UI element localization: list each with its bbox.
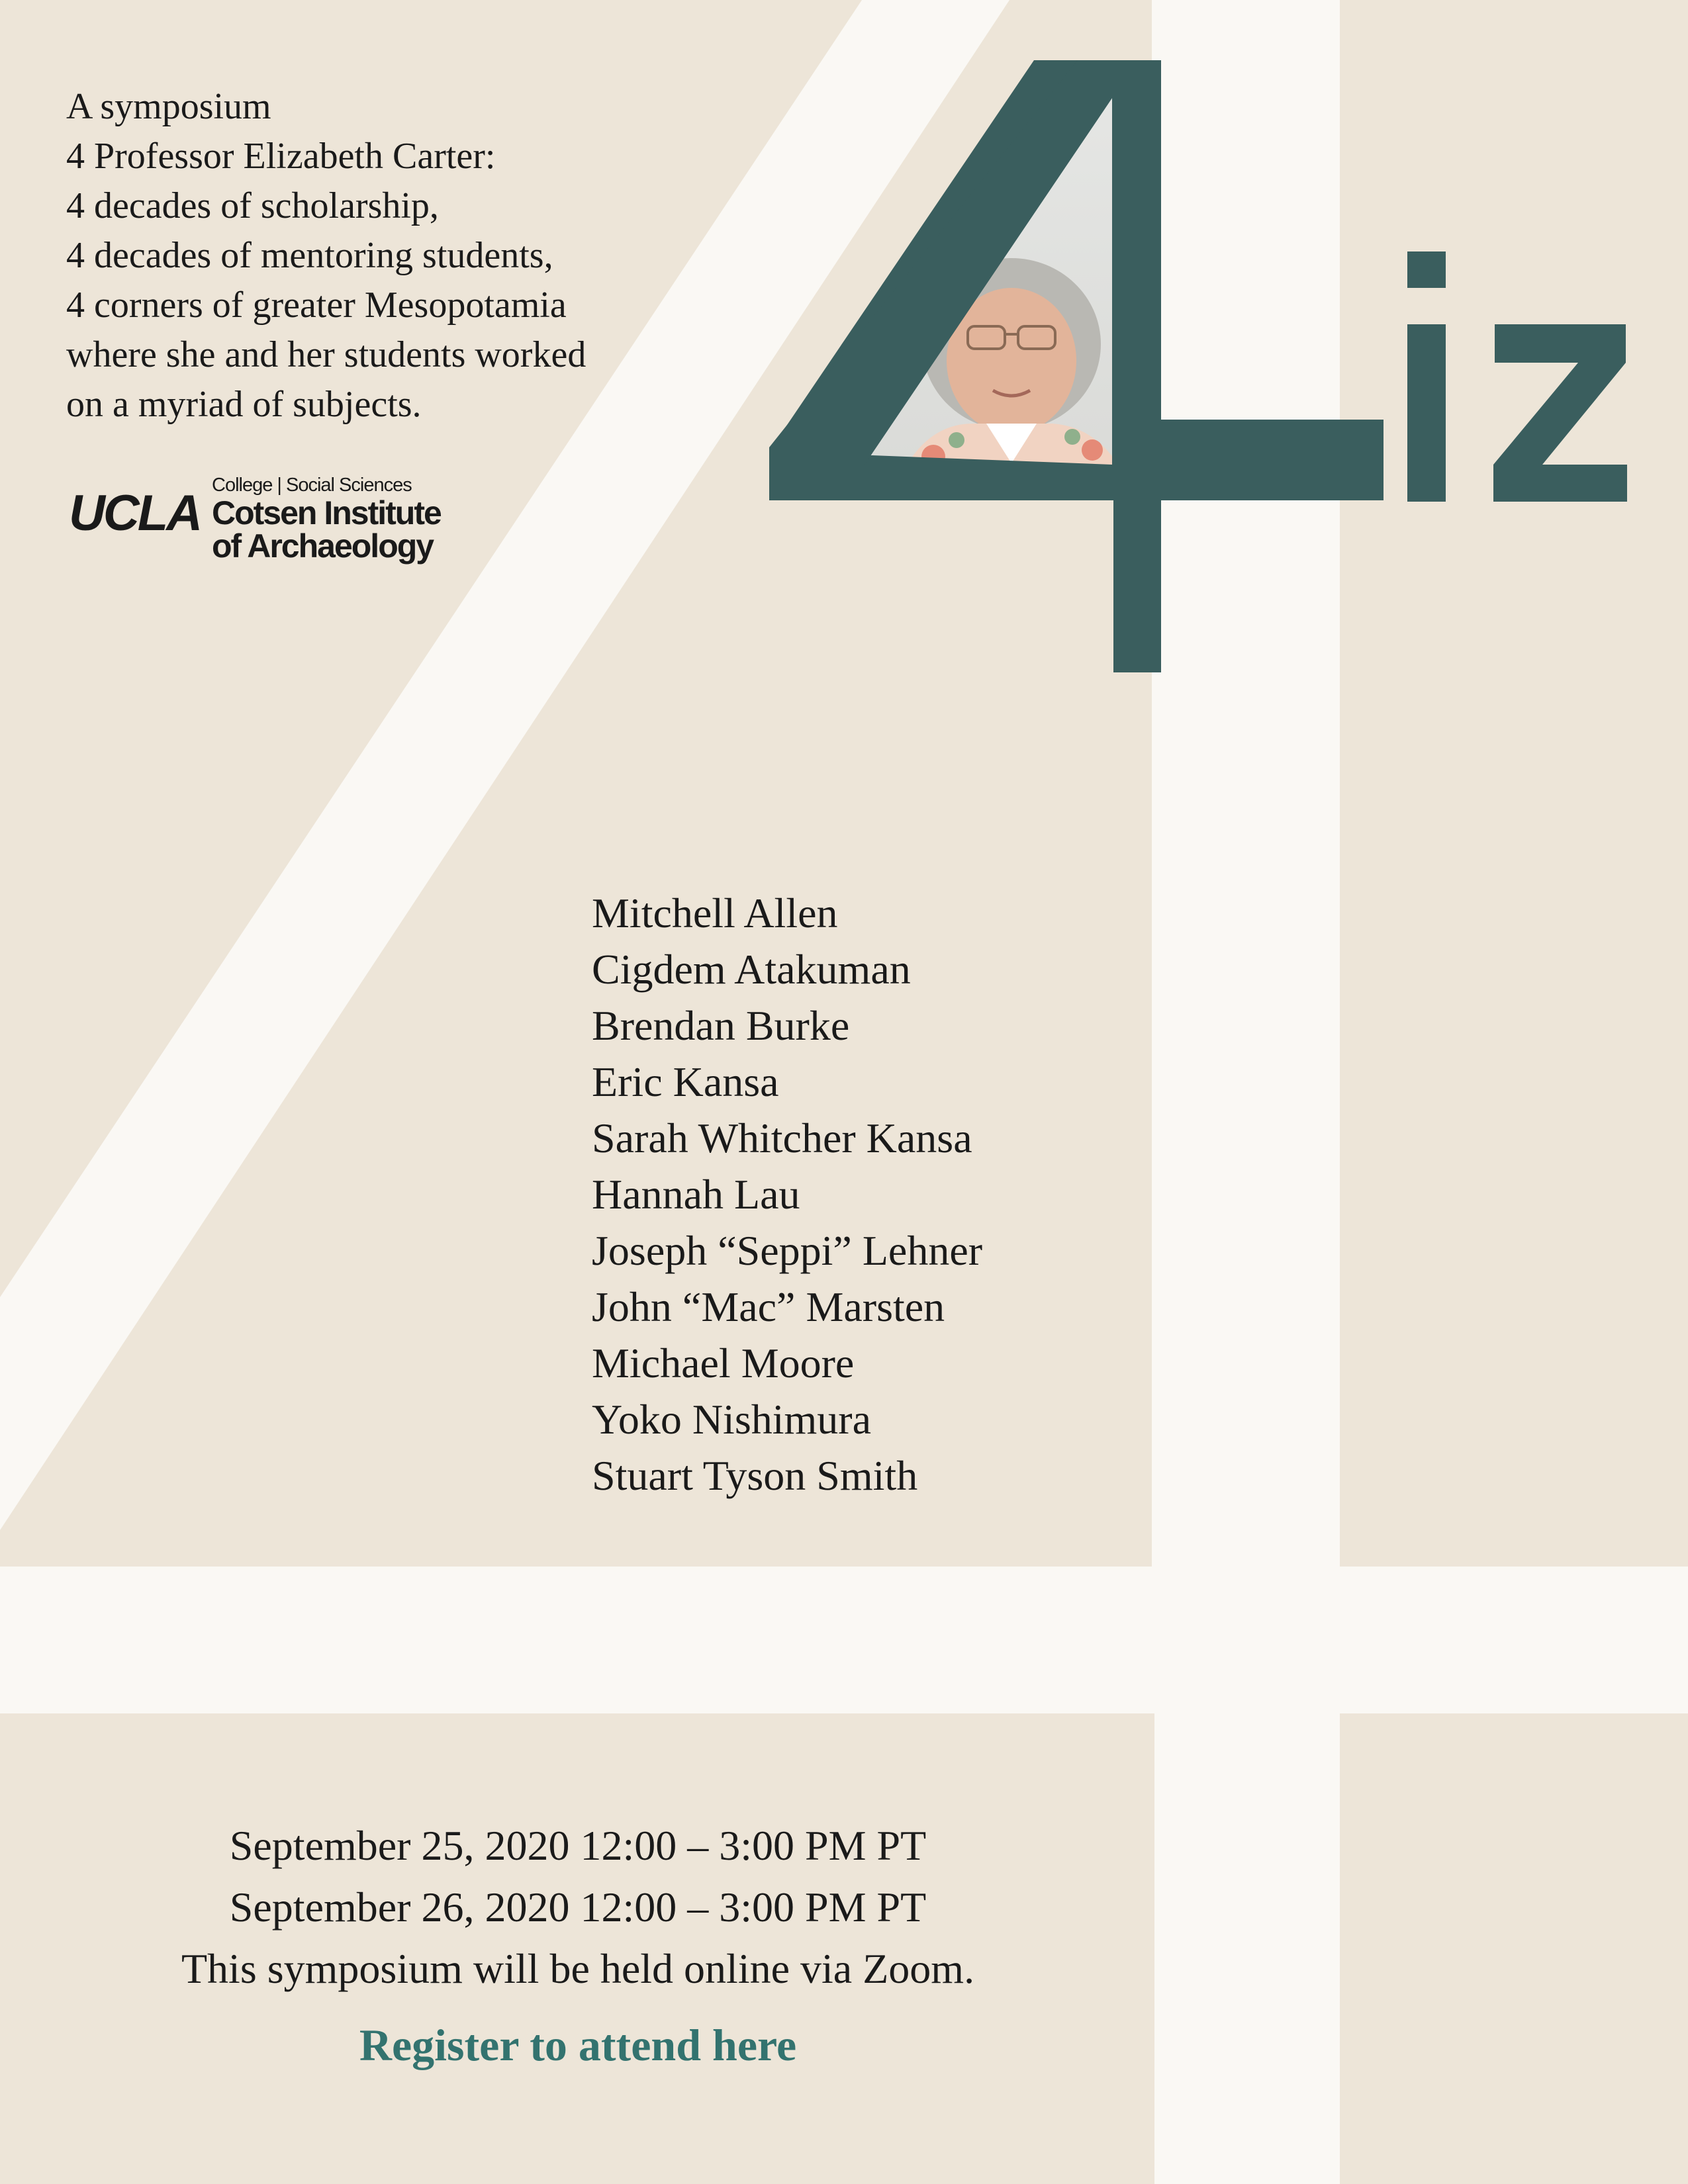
logo-institute-name <box>212 496 441 563</box>
participant-name: John “Mac” Marsten <box>592 1283 945 1330</box>
intro-text <box>66 82 702 430</box>
participant-name: Brendan Burke <box>592 1002 850 1049</box>
participant-name: Hannah Lau <box>592 1171 800 1218</box>
participant-name: Michael Moore <box>592 1340 855 1387</box>
participant-name: Sarah Whitcher Kansa <box>592 1115 972 1161</box>
participant-name: Joseph “Seppi” Lehner <box>592 1227 983 1274</box>
ucla-wordmark: UCLA <box>69 485 201 541</box>
participant-name: Cigdem Atakuman <box>592 946 911 993</box>
event-venue: This symposium will be held online via Zoom. <box>181 1945 975 1992</box>
participant-name: Eric Kansa <box>592 1058 779 1105</box>
logo-college-label: College | Social Sciences <box>212 475 412 496</box>
ucla-cotsen-logo <box>69 474 479 573</box>
event-date-1: September 25, 2020 12:00 – 3:00 PM PT <box>229 1822 927 1869</box>
intro-line: 4 corners of greater Mesopotamia <box>66 285 567 326</box>
intro-line: 4 Professor Elizabeth Carter: <box>66 136 496 177</box>
register-link[interactable]: Register to attend here <box>359 2020 797 2070</box>
logo-institute-line: Cotsen Institute <box>212 494 441 531</box>
intro-line: A symposium <box>66 86 271 127</box>
participant-list <box>592 885 1188 1504</box>
event-details <box>0 1815 1156 1999</box>
intro-line: on a myriad of subjects. <box>66 384 422 425</box>
intro-line: where she and her students worked <box>66 334 586 375</box>
participant-name: Mitchell Allen <box>592 889 838 936</box>
intro-line: 4 decades of mentoring students, <box>66 235 553 276</box>
logo-institute-line: of Archaeology <box>212 527 434 565</box>
intro-line: 4 decades of scholarship, <box>66 185 439 226</box>
participant-name: Yoko Nishimura <box>592 1396 871 1443</box>
participant-name: Stuart Tyson Smith <box>592 1452 918 1499</box>
event-date-2: September 26, 2020 12:00 – 3:00 PM PT <box>229 1884 927 1931</box>
